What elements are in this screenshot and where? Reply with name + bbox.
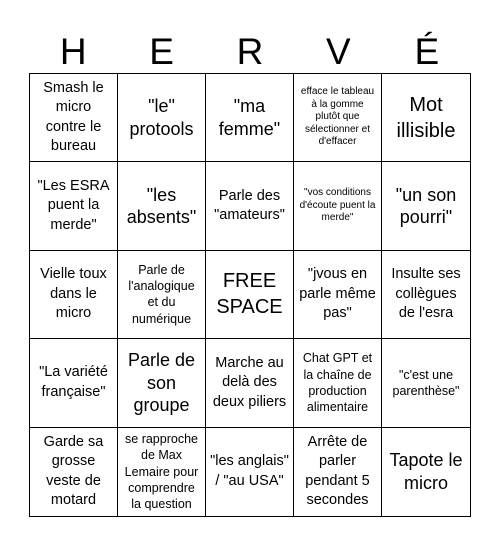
bingo-cell[interactable]: Mot illisible [382, 74, 470, 162]
bingo-cell[interactable]: Parle de l'analogique et du numérique [118, 251, 206, 339]
header-letter-5: É [414, 30, 440, 72]
bingo-cell[interactable]: "les absents" [118, 162, 206, 250]
free-space-cell[interactable]: FREE SPACE [206, 251, 294, 339]
bingo-cell[interactable]: "un son pourri" [382, 162, 470, 250]
bingo-cell[interactable]: Parle des "amateurs" [206, 162, 294, 250]
bingo-cell[interactable]: Tapote le micro [389, 450, 463, 493]
bingo-cell[interactable]: "le" protools [118, 74, 206, 162]
bingo-cell[interactable]: Garde sa grosse veste de motard [30, 428, 118, 516]
bingo-cell[interactable]: "La variété française" [30, 339, 118, 427]
bingo-cell[interactable]: Parle de son groupe [118, 339, 206, 427]
bingo-grid [29, 73, 471, 517]
bingo-cell[interactable]: Vielle toux dans le micro [30, 251, 118, 339]
bingo-cell[interactable]: "vos conditions d'écoute puent la merde" [294, 162, 382, 250]
bingo-header [29, 28, 471, 74]
bingo-cell[interactable]: Smash le micro contre le bureau [30, 74, 118, 162]
bingo-cell[interactable]: Marche au delà des deux piliers [206, 339, 294, 427]
header-letter-2: E [149, 30, 174, 72]
bingo-cell[interactable]: "les anglais" / "au USA" [206, 428, 294, 516]
bingo-cell[interactable]: "ma femme" [206, 74, 294, 162]
bingo-cell[interactable]: efface le tableau à la gomme plutôt que sélectionner et d'effacer [294, 74, 382, 162]
bingo-cell[interactable]: Chat GPT et la chaîne de production alimentaire [294, 339, 382, 427]
header-letter-4: V [326, 30, 351, 72]
bingo-cell[interactable]: Insulte ses collègues de l'esra [382, 251, 470, 339]
bingo-cell[interactable]: Arrête de parler pendant 5 secondes [294, 428, 382, 516]
bingo-cell[interactable]: "jvous en parle même pas" [294, 251, 382, 339]
header-letter-1: H [59, 30, 87, 72]
bingo-cell[interactable]: se rapproche de Max Lemaire pour comprendre la question [118, 428, 206, 516]
bingo-cell[interactable]: "Les ESRA puent la merde" [30, 162, 118, 250]
header-letter-3: R [236, 30, 264, 72]
bingo-cell[interactable]: "c'est une parenthèse" [382, 339, 470, 427]
